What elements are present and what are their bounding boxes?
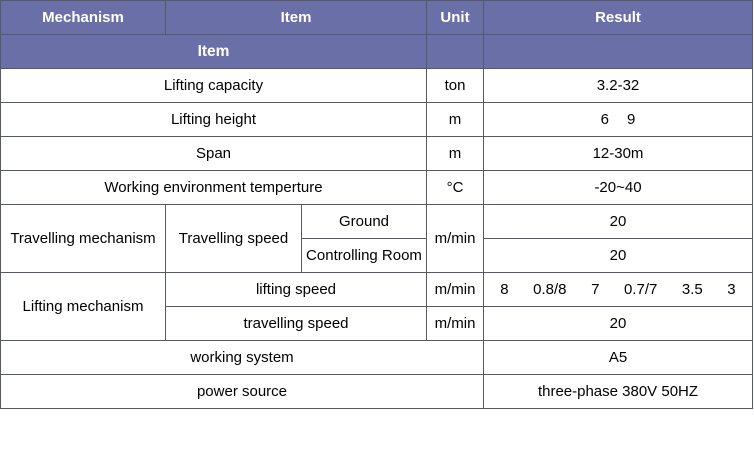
- table-body: [1, 35, 753, 409]
- subitem-ground: Ground: [302, 205, 427, 239]
- row-label-span: Span: [1, 137, 427, 171]
- row-result-working-environment-temperture: -20~40: [484, 171, 753, 205]
- lifting-speed-value-3: 0.7/7: [623, 281, 658, 298]
- row-unit-lifting-capacity: ton: [427, 69, 484, 103]
- subitem-controlling-room: Controlling Room: [302, 239, 427, 273]
- result-lifting-speed: [484, 273, 753, 307]
- header-row: [1, 1, 753, 35]
- unit-travelling-speed: m/min: [427, 205, 484, 273]
- mechanism-travelling: Travelling mechanism: [1, 205, 166, 273]
- row-unit-working-environment-temperture: °C: [427, 171, 484, 205]
- table-row: [1, 103, 753, 137]
- result-travelling-controlling-room: 20: [484, 239, 753, 273]
- table-row: [1, 205, 753, 239]
- row-result-lifting-capacity: 3.2-32: [484, 69, 753, 103]
- section-title-result-blank: [484, 35, 753, 69]
- section-title-item: Item: [1, 35, 427, 69]
- mechanism-lifting: Lifting mechanism: [1, 273, 166, 341]
- table-row: [1, 171, 753, 205]
- unit-lifting-speed: m/min: [427, 273, 484, 307]
- row-label-working-environment-temperture: Working environment temperture: [1, 171, 427, 205]
- row-result-power-source: three-phase 380V 50HZ: [484, 375, 753, 409]
- table-row: [1, 341, 753, 375]
- lifting-height-value-b: 9: [627, 111, 636, 128]
- row-label-working-system: working system: [1, 341, 484, 375]
- lifting-height-value-a: 6: [600, 111, 609, 128]
- row-result-lifting-height: [484, 103, 753, 137]
- table-header: [1, 1, 753, 35]
- unit-lifting-travelling-speed: m/min: [427, 307, 484, 341]
- lifting-speed-value-1: 0.8/8: [533, 281, 567, 298]
- row-unit-span: m: [427, 137, 484, 171]
- lifting-speed-value-0: 8: [500, 281, 509, 298]
- lifting-speed-value-5: 3: [727, 281, 736, 298]
- row-result-span: 12-30m: [484, 137, 753, 171]
- table-row: [1, 137, 753, 171]
- column-header-item: Item: [166, 1, 427, 35]
- row-result-working-system: A5: [484, 341, 753, 375]
- column-header-result: Result: [484, 1, 753, 35]
- item-lifting-speed: lifting speed: [166, 273, 427, 307]
- lifting-speed-value-4: 3.5: [681, 281, 703, 298]
- section-title-unit-blank: [427, 35, 484, 69]
- column-header-mechanism: Mechanism: [1, 1, 166, 35]
- table-row: [1, 273, 753, 307]
- result-lifting-travelling-speed: 20: [484, 307, 753, 341]
- item-lifting-travelling-speed: travelling speed: [166, 307, 427, 341]
- table-row: [1, 69, 753, 103]
- result-travelling-ground: 20: [484, 205, 753, 239]
- lifting-speed-value-2: 7: [591, 281, 600, 298]
- row-unit-lifting-height: m: [427, 103, 484, 137]
- table-row: [1, 375, 753, 409]
- section-title-row: [1, 35, 753, 69]
- row-label-lifting-capacity: Lifting capacity: [1, 69, 427, 103]
- row-label-power-source: power source: [1, 375, 484, 409]
- item-travelling-speed: Travelling speed: [166, 205, 302, 273]
- column-header-unit: Unit: [427, 1, 484, 35]
- row-label-lifting-height: Lifting height: [1, 103, 427, 137]
